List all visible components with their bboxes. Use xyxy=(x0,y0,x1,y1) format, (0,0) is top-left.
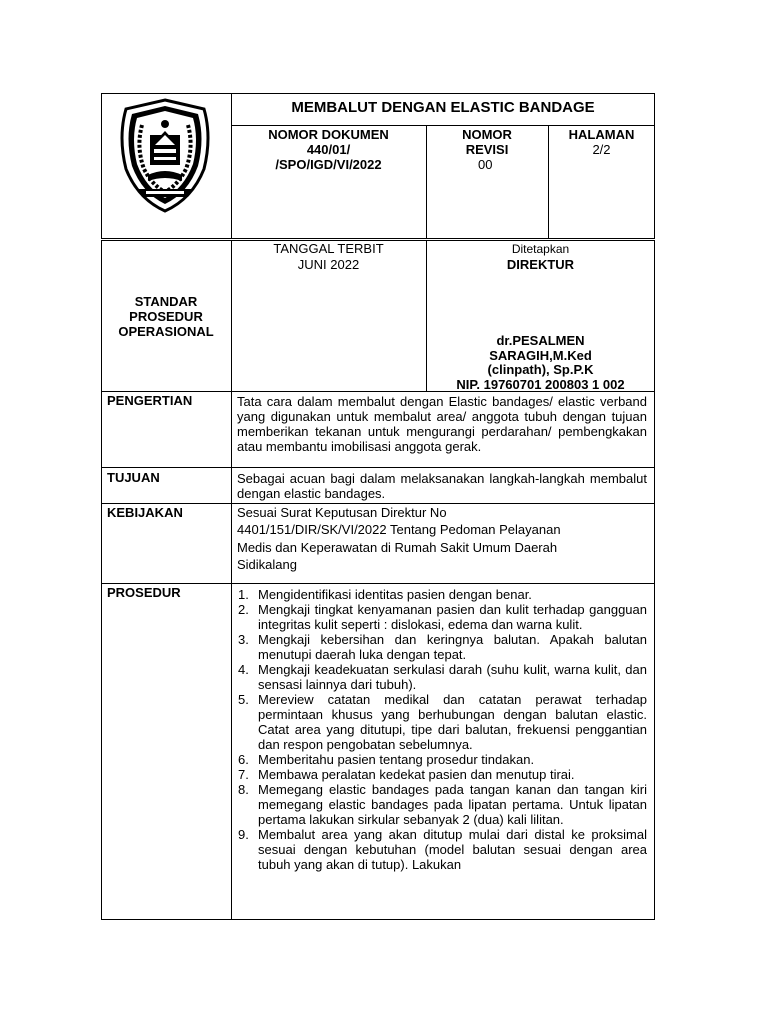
signatory-name-2: SARAGIH,M.Ked xyxy=(489,348,592,363)
prosedur-item-number: 9. xyxy=(238,827,249,842)
prosedur-item-text: Membawa peralatan kedekat pasien dan menutup tirai. xyxy=(258,767,575,782)
prosedur-item xyxy=(238,782,647,827)
prosedur-item-number: 5. xyxy=(238,692,249,707)
tanggal-terbit-label: TANGGAL TERBIT xyxy=(273,241,384,256)
nomor-revisi-label-1: NOMOR xyxy=(462,127,512,142)
kebijakan-line-3: Medis dan Keperawatan di Rumah Sakit Umum Daerah xyxy=(237,540,558,555)
kebijakan-line-2: 4401/151/DIR/SK/VI/2022 Tentang Pedoman Pelayanan xyxy=(237,522,561,537)
nomor-dokumen-value-2: /SPO/IGD/VI/2022 xyxy=(275,157,382,172)
kebijakan-label: KEBIJAKAN xyxy=(107,505,183,520)
prosedur-item xyxy=(238,827,647,872)
prosedur-item xyxy=(238,587,647,602)
prosedur-item-number: 8. xyxy=(238,782,249,797)
sop-label-1: STANDAR xyxy=(134,294,198,309)
nomor-dokumen-label: NOMOR DOKUMEN xyxy=(268,127,389,142)
prosedur-list xyxy=(238,587,647,872)
prosedur-item-text: Memberitahu pasien tentang prosedur tindakan. xyxy=(258,752,535,767)
pengertian-text: Tata cara dalam membalut dengan Elastic bandages/ elastic verband yang digunakan untuk membalut area/ anggota tubuh dengan tujuan memberikan tekanan untuk mengurangi perdarahan/ pembengkakan atau membantu imobilisasi anggota gerak. xyxy=(237,394,647,454)
halaman-label: HALAMAN xyxy=(568,127,635,142)
nomor-revisi-label-2: REVISI xyxy=(465,142,509,157)
prosedur-label: PROSEDUR xyxy=(107,585,181,600)
pengertian-label: PENGERTIAN xyxy=(107,393,193,408)
kebijakan-line-1: Sesuai Surat Keputusan Direktur No xyxy=(237,505,447,520)
prosedur-item xyxy=(238,662,647,692)
signatory-name-1: dr.PESALMEN xyxy=(496,333,585,348)
prosedur-item-text: Mengidentifikasi identitas pasien dengan benar. xyxy=(258,587,532,602)
prosedur-item-text: Memegang elastic bandages pada tangan kanan dan tangan kiri memegang elastic bandages pada lipatan pertama. Untuk lipatan pertama lakukan sirkular sebanyak 2 (dua) kali lilitan. xyxy=(258,782,647,827)
row-divider-prosedur xyxy=(101,583,655,584)
direktur-label: DIREKTUR xyxy=(506,257,575,272)
prosedur-item xyxy=(238,602,647,632)
prosedur-item-text: Mengkaji keadekuatan serkulasi darah (suhu kulit, warna kulit, dan sensasi lainnya dari tubuh). xyxy=(258,662,647,692)
prosedur-item-number: 6. xyxy=(238,752,249,767)
document-title: MEMBALUT DENGAN ELASTIC BANDAGE xyxy=(291,99,595,116)
tanggal-terbit-value: JUNI 2022 xyxy=(297,257,360,272)
sop-label-3: OPERASIONAL xyxy=(118,324,214,339)
prosedur-item-text: Mengkaji kebersihan dan keringnya balutan. Apakah balutan menutupi daerah luka dengan tepat. xyxy=(258,632,647,662)
row-divider-kebijakan xyxy=(101,503,655,504)
prosedur-item-number: 1. xyxy=(238,587,249,602)
prosedur-item-number: 3. xyxy=(238,632,249,647)
sop-label-2: PROSEDUR xyxy=(129,309,203,324)
prosedur-item xyxy=(238,632,647,662)
prosedur-item-text: Mereview catatan medikal dan catatan perawat terhadap permintaan khusus yang berhubungan dengan balutan elastic. Catat area yang ditutupi, tipe dari balutan, frekuensi penggantian dan respon pengobatan sebelumnya. xyxy=(258,692,647,752)
halaman-value: 2/2 xyxy=(592,142,611,157)
prosedur-item-number: 4. xyxy=(238,662,249,677)
signatory-name-3: (clinpath), Sp.P.K xyxy=(487,362,594,377)
prosedur-item xyxy=(238,692,647,752)
body-label-column-divider xyxy=(231,240,232,920)
prosedur-item xyxy=(238,752,647,767)
hospital-emblem-logo xyxy=(112,97,218,215)
prosedur-item-number: 2. xyxy=(238,602,249,617)
prosedur-item xyxy=(238,767,647,782)
header-divider-title xyxy=(231,125,655,126)
prosedur-item-text: Membalut area yang akan ditutup mulai dari distal ke proksimal sesuai dengan kebutuhan (model balutan sesuai dengan area tubuh yang akan di tutup). Lakukan xyxy=(258,827,647,872)
kebijakan-line-4: Sidikalang xyxy=(237,557,297,572)
signatory-nip: NIP. 19760701 200803 1 002 xyxy=(456,377,625,392)
prosedur-item-number: 7. xyxy=(238,767,249,782)
nomor-dokumen-value-1: 440/01/ xyxy=(306,142,351,157)
prosedur-item-text: Mengkaji tingkat kenyamanan pasien dan kulit terhadap gangguan integritas kulit seperti : dislokasi, edema dan warna kulit. xyxy=(258,602,647,632)
row-divider-tujuan xyxy=(101,467,655,468)
nomor-revisi-value: 00 xyxy=(478,157,493,172)
ditetapkan-label: Ditetapkan xyxy=(511,242,570,256)
tujuan-label: TUJUAN xyxy=(107,470,160,485)
tujuan-text: Sebagai acuan bagi dalam melaksanakan langkah-langkah membalut dengan elastic bandages. xyxy=(237,471,647,501)
prosedur-list-container xyxy=(238,587,647,919)
